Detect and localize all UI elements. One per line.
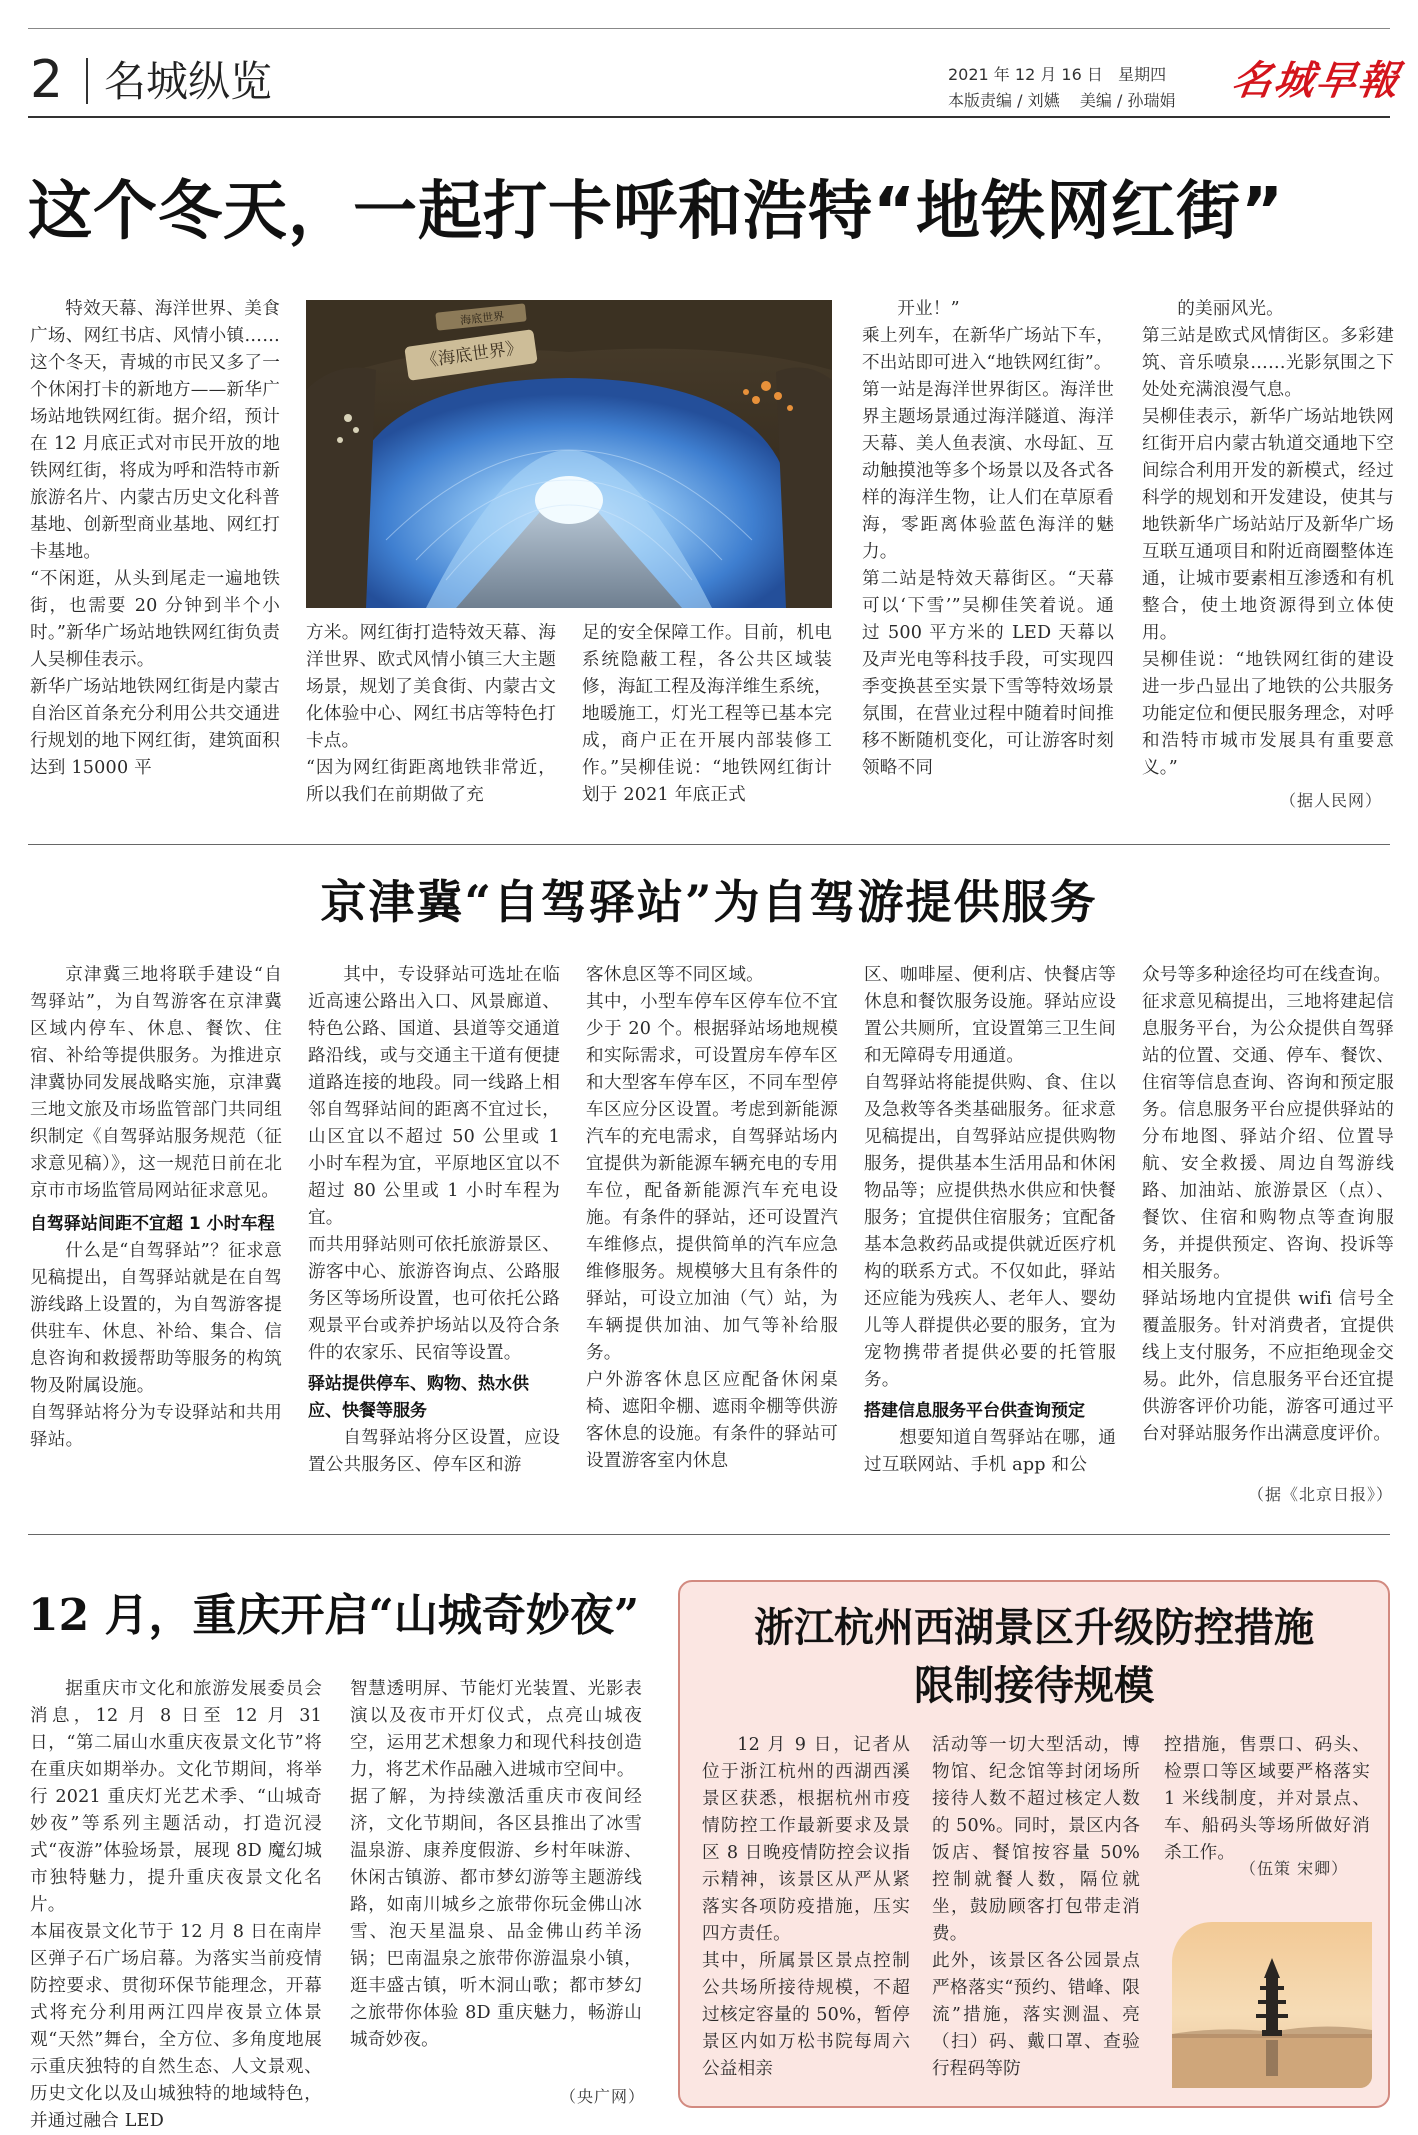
article-2-col-5: 众号等多种途径均可在线查询。 征求意见稿提出，三地将建起信息服务平台，为公众提供自驾驿站的位置、交通、停车、餐饮、住宿等信息查询、咨询和预定服务。信息服务平台应提供驿站的分布地图、驿站介绍、位置导航、安全救援、周边自驾游线路、加油站、旅游景区（点）、餐饮、住宿和购物点等查询服务，并提供预定、咨询、投诉等相关服务。 驿站场地内宜提供 wifi 信号全覆盖服务。针对消费者，宜提供线上支付服务，不应拒绝现金交易。此外，信息服务平台还宜提供游客评价功能，游客可通过平台对驿站服务作出满意度评价。: [1142, 965, 1394, 1444]
masthead: [0, 0, 1418, 120]
masthead-rule: [28, 116, 1390, 118]
article-4-headline-1: 浙江杭州西湖景区升级防控措施: [754, 1604, 1314, 1651]
article-2-col-1: [30, 962, 282, 1454]
divider-2: [28, 1534, 1390, 1535]
article-2-source: （据《北京日报》）: [1248, 1485, 1394, 1504]
article-2-col-1-text-a: 京津冀三地将联手建设“自驾驿站”，为自驾游客在京津冀区域内停车、休息、餐饮、住宿、补给等提供服务。为推进京津冀协同发展战略实施，京津冀三地文旅及市场监管部门共同组织制定《自驾驿站服务规范（征求意见稿）》，这一规范日前在北京市市场监管局网站征求意见。: [30, 965, 282, 1201]
article-2-col-4-text-b: 想要知道自驾驿站在哪，通过互联网站、手机 app 和公: [864, 1428, 1116, 1475]
article-1-col-3: 足的安全保障工作。目前，机电系统隐蔽工程，各公共区域装修，海缸工程及海洋维生系统，地暖施工，灯光工程等已基本完成，商户正在开展内部装修工作。”吴柳佳说：“地铁网红街计划于 2021 年底正式: [582, 623, 832, 805]
article-2-col-1-text-b: 什么是“自驾驿站”？征求意见稿提出，自驾驿站就是在自驾游线路上设置的，为自驾游客提供驻车、休息、补给、集合、信息咨询和救援帮助等服务的构筑物及附属设施。 自驾驿站将分为专设驿站和共用驿站。: [30, 1241, 282, 1450]
section-divider: [86, 58, 88, 104]
article-3-col-2: 智慧透明屏、节能灯光装置、光影表演以及夜市开灯仪式，点亮山城夜空，运用艺术想象力和现代科技创造力，将艺术作品融入进城市空间中。 据了解，为持续激活重庆市夜间经济，文化节期间，各区县推出了冰雪温泉游、康养度假游、乡村年味游、休闲古镇游、都市梦幻游等主题游线路，如南川城乡之旅带你玩金佛山冰雪、泡天星温泉、品金佛山药羊汤锅；巴南温泉之旅带你游温泉小镇，逛丰盛古镇，听木洞山歌；都市梦幻之旅带你体验 8D 重庆魅力，畅游山城奇妙夜。: [350, 1679, 642, 2050]
article-1-col-5: 的美丽风光。 第三站是欧式风情街区。多彩建筑、音乐喷泉……光影氛围之下处处充满浪漫气息。 吴柳佳表示，新华广场站地铁网红街开启内蒙古轨道交通地下空间综合利用开发的新模式，经过科学的规划和开发建设，使其与地铁新华广场站站厅及新华广场互联互通项目和附近商圈整体连通，让城市要素相互渗透和有机整合，使土地资源得到立体使用。 吴柳佳说：“地铁网红街的建设进一步凸显出了地铁的公共服务功能定位和便民服务理念，对呼和浩特市城市发展具有重要意义。”: [1142, 299, 1394, 778]
article-2-col-4-text-a: 区、咖啡屋、便利店、快餐店等休息和餐饮服务设施。驿站应设置公共厕所，宜设置第三卫生间和无障碍专用通道。 自驾驿站将能提供购、食、住以及急救等各类基础服务。征求意见稿提出，自驾驿站应提供购物服务，提供基本生活用品和休闲物品等；应提供热水供应和快餐服务；宜提供住宿服务；宜配备基本急救药品或提供就近医疗机构的联系方式。不仅如此，驿站还应能为残疾人、老年人、婴幼儿等人群提供必要的服务，宜为宠物携带者提供必要的托管服务。: [864, 965, 1116, 1390]
article-4-source: （伍策 宋卿）: [1240, 1859, 1349, 1878]
article-1-photo: [306, 300, 832, 608]
issue-date: 2021 年 12 月 16 日 星期四: [948, 65, 1167, 84]
article-2-col-2: [308, 962, 560, 1479]
article-4-box: [678, 1580, 1390, 2108]
aquarium-tunnel-image: [306, 300, 832, 608]
article-4-col-2: 活动等一切大型活动，博物馆、纪念馆等封闭场所接待人数不超过核定人数的 50%。同时，景区内各饭店、餐馆按容量 50% 控制就餐人数，隔位就坐，鼓励顾客打包带走消费。 此外，该景区各公园景点严格落实“预约、错峰、限流”措施，落实测温、亮（扫）码、戴口罩、查验行程码等防: [932, 1735, 1140, 2079]
article-2-subhead-1: 自驾驿站间距不宜超 1 小时车程: [30, 1214, 275, 1234]
image-sign-small: 海底世界: [459, 309, 505, 328]
article-1-source: （据人民网）: [1280, 791, 1383, 810]
article-4-col-3: 控措施，售票口、码头、检票口等区域要严格落实 1 米线制度，并对景点、车、船码头等场所做好消杀工作。: [1164, 1735, 1370, 1863]
image-sign-text: 《海底世界》: [420, 337, 524, 372]
article-3-col-1: 据重庆市文化和旅游发展委员会消息，12 月 8 日至 12 月 31 日，“第二届山水重庆夜景文化节”将在重庆如期举办。文化节期间，将举行 2021 重庆灯光艺术季、“山城奇妙夜”等系列主题活动，打造沉浸式“夜游”体验场景，展现 8D 魔幻城市独特魅力，提升重庆夜景文化名片。 本届夜景文化节于 12 月 8 日在南岸区弹子石广场启幕。为落实当前疫情防控要求、贯彻环保节能理念，开幕式将充分利用两江四岸夜景立体景观“天然”舞台，全方位、多角度地展示重庆独特的自然生态、人文景观、历史文化以及山城独特的地域特色，并通过融合 LED: [30, 1679, 322, 2131]
divider-1: [28, 844, 1390, 845]
article-1-col-1: 特效天幕、海洋世界、美食广场、网红书店、风情小镇……这个冬天，青城的市民又多了一个休闲打卡的新地方——新华广场站地铁网红街。据介绍，预计在 12 月底正式对市民开放的地铁网红街，将成为呼和浩特市新旅游名片、内蒙古历史文化科普基地、创新型商业基地、网红打卡基地。 “不闲逛，从头到尾走一遍地铁街，也需要 20 分钟到半个小时。”新华广场站地铁网红街负责人吴柳佳表示。 新华广场站地铁网红街是内蒙古自治区首条充分利用公共交通进行规划的地下网红街，建筑面积达到 15000 平: [30, 299, 280, 778]
article-1-headline: 这个冬天，一起打卡呼和浩特“地铁网红街”: [28, 175, 1285, 249]
article-2-col-2-text-a: 其中，专设驿站可选址在临近高速公路出入口、风景廊道、特色公路、国道、县道等交通道路沿线，或与交通主干道有便捷道路连接的地段。同一线路上相邻自驾驿站间的距离不宜过长，山区宜以不超过 50 公里或 1 小时车程为宜，平原地区宜以不超过 80 公里或 1 小时车程为宜。 而共用驿站则可依托旅游景区、游客中心、旅游咨询点、公路服务区等场所设置，也可依托公路观景平台或养护场站以及符合条件的农家乐、民宿等设置。: [308, 965, 560, 1363]
article-1-col-2: 方米。网红街打造特效天幕、海洋世界、欧式风情小镇三大主题场景，规划了美食街、内蒙古文化体验中心、网红书店等特色打卡点。 “因为网红街距离地铁非常近，所以我们在前期做了充: [306, 623, 556, 805]
pagoda-lake-image: [1172, 1922, 1372, 2088]
article-2-subhead-2: 驿站提供停车、购物、热水供应、快餐等服务: [308, 1374, 529, 1421]
article-2-col-3: 客休息区等不同区域。 其中，小型车停车区停车位不宜少于 20 个。根据驿站场地规模和实际需求，可设置房车停车区和大型客车停车区，不同车型停车区应分区设置。考虑到新能源汽车的充电需求，自驾驿站场内宜提供为新能源车辆充电的专用车位，配备新能源汽车充电设施。有条件的驿站，还可设置汽车维修点，提供简单的汽车应急维修服务。规模够大且有条件的驿站，可设立加油（气）站，为车辆提供加油、加气等补给服务。 户外游客休息区应配备休闲桌椅、遮阳伞棚、遮雨伞棚等供游客休息的设施。有条件的驿站可设置游客室内休息: [586, 965, 838, 1471]
article-3-headline: 12 月，重庆开启“山城奇妙夜”: [28, 1590, 640, 1641]
article-4-col-1: 12 月 9 日，记者从位于浙江杭州的西湖西溪景区获悉，根据杭州市疫情防控工作最新要求及景区 8 日晚疫情防控会议指示精神，该景区从严从紧落实各项防疫措施，压实四方责任。 其中，所属景区景点控制公共场所接待规模，不超过核定容量的 50%，暂停景区内如万松书院每周六公益相亲: [702, 1735, 910, 2079]
page-number: 2: [30, 50, 64, 110]
article-2-subhead-3: 搭建信息服务平台供查询预定: [864, 1401, 1085, 1421]
article-2-headline: 京津冀“自驾驿站”为自驾游提供服务: [320, 875, 1098, 929]
paper-logo: 名城早報: [1228, 57, 1404, 104]
article-2-col-4: [864, 962, 1116, 1479]
top-rule: [28, 28, 1390, 29]
article-4-headline-2: 限制接待规模: [914, 1662, 1154, 1709]
article-1-col-4: 开业！” 乘上列车，在新华广场站下车，不出站即可进入“地铁网红街”。 第一站是海洋世界街区。海洋世界主题场景通过海洋隧道、海洋天幕、美人鱼表演、水母缸、互动触摸池等多个场景以及各式各样的海洋生物，让人们在草原看海，零距离体验蓝色海洋的魅力。 第二站是特效天幕街区。“天幕可以‘下雪’”吴柳佳笑着说。通过 500 平方米的 LED 天幕以及声光电等科技手段，可实现四季变换甚至实景下雪等特效场景氛围，在营业过程中随着时间推移不断随机变化，可让游客时刻领略不同: [862, 299, 1114, 778]
page-editors: 本版责编 / 刘嬿 美编 / 孙瑞娟: [948, 91, 1176, 110]
article-2-col-2-text-b: 自驾驿站将分区设置，应设置公共服务区、停车区和游: [308, 1428, 560, 1475]
article-4-photo: [1172, 1922, 1372, 2088]
article-3-source: （央广网）: [560, 2087, 646, 2106]
section-title: 名城纵览: [104, 57, 273, 106]
